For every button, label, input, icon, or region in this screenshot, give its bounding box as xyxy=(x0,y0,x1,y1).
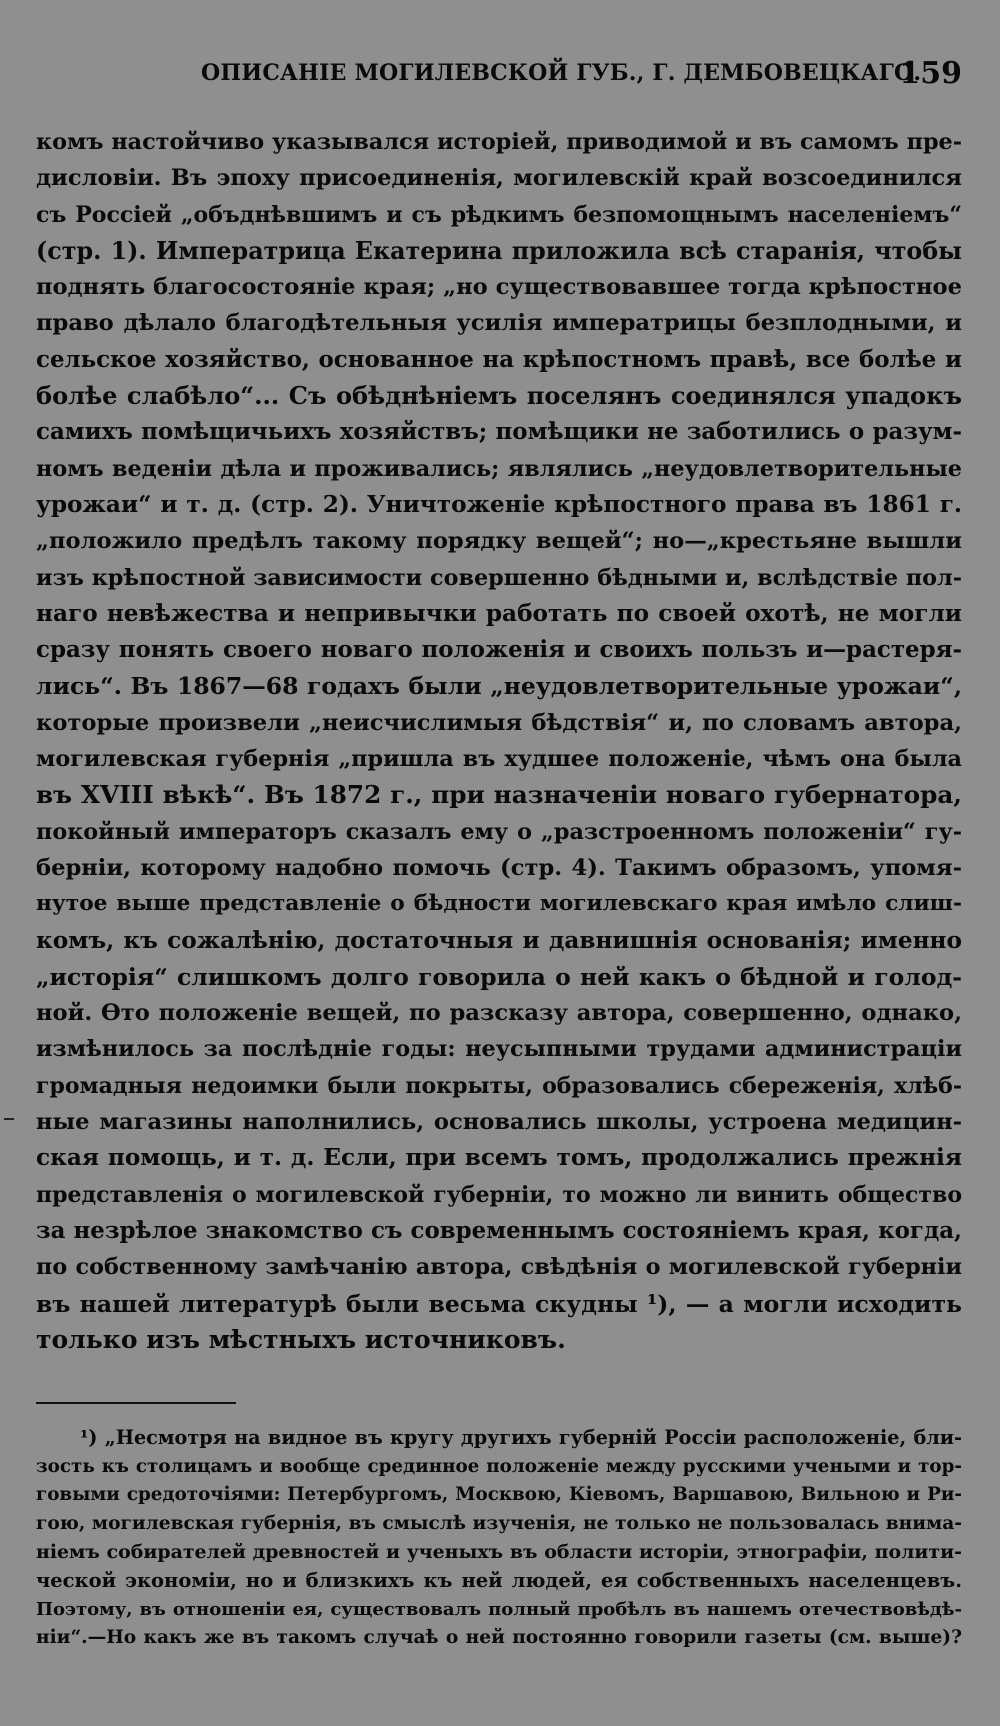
running-title: ОПИСАНІЕ МОГИЛЕВСКОЙ ГУБ., Г. ДЕМБОВЕЦКАГО. xyxy=(201,60,922,86)
page-number: 159 xyxy=(899,56,962,91)
text-line: только изъ мѣстныхъ источниковъ. xyxy=(36,1324,566,1354)
text-line: ская помощь, и т. д. Если, при всемъ томъ, продолжались прежнія xyxy=(36,1144,962,1172)
text-line: (стр. 1). Императрица Екатерина приложила всѣ старанія, чтобы xyxy=(36,236,962,265)
text-line: сельское хозяйство, основанное на крѣпостномъ правѣ, все болѣе и xyxy=(36,345,962,373)
text-line: нутое выше представленіе о бѣдности могилевскаго края имѣло слиш- xyxy=(36,891,962,917)
footnote-line: ніемъ собирателей древностей и ученыхъ въ области исторіи, этнографіи, полити- xyxy=(36,1541,962,1564)
running-header xyxy=(36,56,962,92)
text-line: комъ, къ сожалѣнію, достаточныя и давнишнія основанія; именно xyxy=(36,926,962,954)
text-line: громадныя недоимки были покрыты, образовались сбереженія, хлѣб- xyxy=(36,1072,962,1099)
text-line: съ Россіей „объднѣвшимъ и съ рѣдкимъ безпомощнымъ населеніемъ“ xyxy=(36,201,962,228)
text-line: наго невѣжества и непривычки работать по своей охотѣ, не могли xyxy=(36,599,962,627)
text-line: по собственному замѣчанію автора, свѣдѣнія о могилевской губерніи xyxy=(36,1254,962,1281)
footnote xyxy=(36,1424,962,1653)
text-line: изъ крѣпостной зависимости совершенно бѣдными и, вслѣдствіе пол- xyxy=(36,564,962,591)
text-line: измѣнилось за послѣдніе годы: неусыпными трудами администраціи xyxy=(36,1036,962,1063)
text-line: „исторія“ слишкомъ долго говорила о ней какъ о бѣдной и голод- xyxy=(36,962,962,991)
text-line: ной. Ѳто положеніе вещей, по разсказу автора, совершенно, однако, xyxy=(36,1000,962,1027)
footnote-line: гою, могилевская губернія, въ смыслѣ изученія, не только не пользовалась внима- xyxy=(36,1512,962,1534)
footnote-line: ¹) „Несмотря на видное въ кругу другихъ губерній Россіи расположеніе, бли- xyxy=(80,1426,962,1449)
text-line: поднять благосостояніе края; „но существовавшее тогда крѣпостное xyxy=(36,274,962,301)
text-line: дисловіи. Въ эпоху присоединенія, могилевскій край возсоединился xyxy=(36,165,962,192)
text-line: номъ веденіи дѣла и проживались; являлись „неудовлетворительные xyxy=(36,455,962,482)
footnote-line: ніи“.—Но какъ же въ такомъ случаѣ о ней постоянно говорили газеты (см. выше)? xyxy=(36,1627,962,1649)
footnote-divider xyxy=(36,1402,236,1404)
text-line: болѣе слабѣло“... Съ обѣднѣніемъ поселянъ соединялся упадокъ xyxy=(36,381,962,411)
text-line: въ XVIII вѣкѣ“. Въ 1872 г., при назначеніи новаго губернатора, xyxy=(36,780,962,810)
text-line: комъ настойчиво указывался исторіей, приводимой и въ самомъ пре- xyxy=(36,129,962,155)
text-line: которые произвели „неисчислимыя бѣдствія“ и, по словамъ автора, xyxy=(36,709,962,736)
text-line: „положило предѣлъ такому порядку вещей“; но—„крестьяне вышли xyxy=(36,528,962,555)
text-line: покойный императоръ сказалъ ему о „разстроенномъ положеніи“ гу- xyxy=(36,818,962,845)
footnote-line: ческой экономіи, но и близкихъ къ ней людей, ея собственныхъ населенцевъ. xyxy=(36,1568,962,1592)
text-line: право дѣлало благодѣтельныя усилія императрицы безплодными, и xyxy=(36,310,962,337)
main-text xyxy=(36,124,962,1358)
text-line: сразу понять своего новаго положенія и своихъ пользъ и—растеря- xyxy=(36,636,962,664)
footnote-line: зость къ столицамъ и вообще срединное положеніе между русскими учеными и тор- xyxy=(36,1455,962,1477)
scan-speck xyxy=(4,1118,14,1120)
footnote-line: Поэтому, въ отношеніи ея, существовалъ полный пробѣлъ въ нашемъ отечествовѣдѣ- xyxy=(36,1598,962,1620)
footnote-line: говыми средоточіями: Петербургомъ, Москвою, Кіевомъ, Варшавою, Вильною и Ри- xyxy=(36,1484,962,1506)
text-line: за незрѣлое знакомство съ современнымъ состояніемъ края, когда, xyxy=(36,1216,962,1244)
text-line: представленія о могилевской губерніи, то можно ли винить общество xyxy=(36,1181,962,1208)
text-line: берніи, которому надобно помочь (стр. 4). Такимъ образомъ, упомя- xyxy=(36,854,962,881)
text-line: самихъ помѣщичьихъ хозяйствъ; помѣщики не заботились о разум- xyxy=(36,418,962,446)
text-line: въ нашей литературѣ были весьма скудны ¹), — а могли исходить xyxy=(36,1289,962,1318)
text-line: урожаи“ и т. д. (стр. 2). Уничтоженіе крѣпостного права въ 1861 г. xyxy=(36,490,962,518)
text-line: ные магазины наполнились, основались школы, устроена медицин- xyxy=(36,1109,962,1136)
text-line: могилевская губернія „пришла въ худшее положеніе, чѣмъ она была xyxy=(36,746,962,773)
text-line: лись“. Въ 1867—68 годахъ были „неудовлетворительные урожаи“, xyxy=(36,672,962,701)
